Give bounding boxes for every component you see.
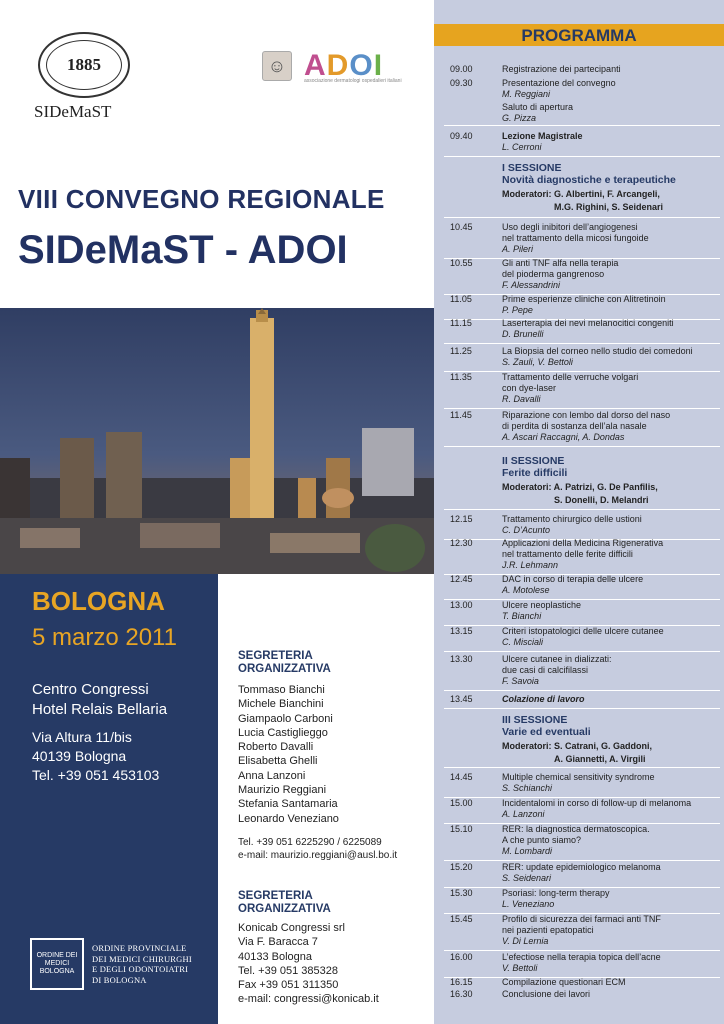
prog-title-line2: del pioderma gangrenoso (502, 269, 605, 279)
prog-time: 09.30 (450, 78, 473, 88)
prog-item (502, 514, 720, 536)
title-line2: SIDeMaST - ADOI (18, 228, 348, 272)
prog-time: 13.00 (450, 600, 473, 610)
prog-author: S. Zauli, V. Bettoli (502, 357, 573, 367)
event-venue (32, 680, 167, 720)
ordine-line: DEI MEDICI CHIRURGHI (92, 953, 192, 964)
session-3-header (502, 714, 720, 738)
prog-title: Applicazioni della Medicina Rigenerativa (502, 538, 664, 548)
prog-title: Gli anti TNF alfa nella terapia (502, 258, 619, 268)
prog-author: L. Cerroni (502, 142, 542, 152)
prog-title: Uso degli inibitori dell’angiogenesi (502, 222, 638, 232)
prog-time: 11.25 (450, 346, 472, 356)
prog-author: A. Ascari Raccagni, A. Dondas (502, 432, 625, 442)
prog-author: G. Pizza (502, 113, 537, 123)
prog-time: 14.45 (450, 772, 473, 782)
prog-title-line2: due casi di calcifilassi (502, 665, 589, 675)
prog-item (502, 574, 720, 596)
prog-time: 11.45 (450, 410, 472, 420)
prog-author: J.R. Lehmann (502, 560, 559, 570)
event-address (32, 728, 159, 785)
prog-item (502, 600, 720, 622)
prog-author: L. Veneziano (502, 899, 555, 909)
prog-item (502, 862, 720, 884)
prog-author: C. Misciali (502, 637, 544, 647)
segreteria-name: Maurizio Reggiani (238, 784, 327, 797)
divider (444, 651, 720, 652)
prog-title: Trattamento delle verruche volgari (502, 372, 639, 382)
prog-title: La Biopsia del corneo nello studio dei comedoni (502, 346, 693, 356)
segreteria-name: Leonardo Veneziano (238, 812, 339, 825)
prog-title: Ulcere neoplastiche (502, 600, 582, 610)
prog-author: F. Alessandrini (502, 280, 561, 290)
divider (444, 767, 720, 768)
divider (444, 509, 720, 510)
segreteria-organizzativa (238, 890, 434, 1007)
prog-title: L’efectiose nella terapia topica dell’acne (502, 952, 661, 962)
divider (444, 446, 720, 447)
prog-title: Lezione Magistrale (502, 131, 583, 141)
programma-header: PROGRAMMA (434, 24, 724, 46)
seal-year: 1885 (46, 40, 122, 90)
prog-title-line2: con dye-laser (502, 383, 557, 393)
prog-item (502, 294, 720, 316)
event-date: 5 marzo 2011 (32, 624, 177, 651)
adoi-word: ADOI (304, 49, 384, 82)
bologna-skyline-photo (0, 308, 434, 574)
segreteria-name: Tommaso Bianchi (238, 684, 325, 696)
moderators-line1: Moderatori: G. Albertini, F. Arcangeli, (502, 189, 660, 199)
venue-line2: Hotel Relais Bellaria (32, 701, 168, 718)
prog-item (502, 222, 720, 255)
prog-title: Compilazione questionari ECM (502, 977, 626, 987)
prog-item (502, 772, 720, 794)
venue-line1: Centro Congressi (32, 681, 149, 698)
moderators-line2: S. Donelli, D. Melandri (554, 495, 649, 505)
address-line1: Via Altura 11/bis (32, 729, 132, 745)
prog-author: P. Pepe (502, 305, 533, 315)
prog-time: 13.45 (450, 694, 473, 704)
prog-title: Ulcere cutanee in dializzati: (502, 654, 612, 664)
divider (444, 343, 720, 344)
lunch-label: Colazione di lavoro (502, 694, 585, 704)
session-title: Novità diagnostiche e terapeutiche (502, 174, 676, 186)
prog-time: 11.05 (450, 294, 472, 304)
prog-title: RER: update epidemiologico melanoma (502, 862, 661, 872)
divider (444, 950, 720, 951)
session-label: III SESSIONE (502, 714, 568, 726)
prog-time: 09.40 (450, 131, 473, 141)
prog-title-line2: di perdita di sostanza dell’ala nasale (502, 421, 647, 431)
prog-author: D. Brunelli (502, 329, 544, 339)
session-title: Ferite difficili (502, 467, 568, 479)
address-line2: 40139 Bologna (32, 748, 127, 764)
moderators-line2: A. Giannetti, A. Virgili (554, 754, 646, 764)
divider (444, 217, 720, 218)
prog-time: 15.00 (450, 798, 473, 808)
prog-item (502, 346, 720, 368)
prog-item (502, 888, 720, 910)
prog-item (502, 654, 720, 687)
prog-time: 11.15 (450, 318, 472, 328)
divider (444, 125, 720, 126)
segreteria-name: Elisabetta Ghelli (238, 755, 318, 768)
prog-title: Conclusione dei lavori (502, 989, 591, 999)
prog-item (502, 78, 720, 100)
prog-item (502, 410, 720, 443)
prog-time: 15.10 (450, 824, 473, 834)
adoi-subtitle: associazione dermatologi ospedalieri italiani (304, 78, 402, 84)
prog-title: Profilo di sicurezza dei farmaci anti TNF (502, 914, 661, 924)
prog-title: Laserterapia dei nevi melanocitici congeniti (502, 318, 674, 328)
prog-item (502, 626, 720, 648)
prog-author: M. Reggiani (502, 89, 551, 99)
prog-title: Presentazione del convegno (502, 78, 616, 88)
segreteria-tel: Tel. +39 051 6225290 / 6225089 (238, 836, 382, 848)
segreteria-name: Stefania Santamaria (238, 798, 338, 811)
session-2-header (502, 455, 720, 479)
prog-title-line2: nel trattamento delle ferite difficili (502, 549, 633, 559)
prog-author: T. Bianchi (502, 611, 542, 621)
ordine-medici (30, 938, 192, 990)
prog-time: 12.15 (450, 514, 473, 524)
prog-author: R. Davalli (502, 394, 541, 404)
session-moderators (502, 481, 720, 507)
address-tel: Tel. +39 051 453103 (32, 767, 160, 783)
divider (444, 690, 720, 691)
segreteria-title2: ORGANIZZATIVA (238, 903, 331, 915)
adoi-logo (262, 44, 402, 88)
prog-author: F. Savoia (502, 676, 539, 686)
prog-author: C. D’Acunto (502, 525, 551, 535)
moderators-line1: Moderatori: A. Patrizi, G. De Panfilis, (502, 482, 658, 492)
prog-time: 10.55 (450, 258, 473, 268)
segreteria-org-line: Tel. +39 051 385328 (238, 964, 339, 977)
segreteria-scientifica (238, 650, 434, 862)
divider (444, 708, 720, 709)
prog-author: A. Motolese (502, 585, 550, 595)
prog-title: Saluto di apertura (502, 102, 574, 112)
face-icon: ☺ (262, 51, 292, 81)
prog-title: Incidentalomi in corso di follow-up di melanoma (502, 798, 692, 808)
segreteria-name: Lucia Castiglieggo (238, 726, 328, 739)
prog-item (502, 318, 720, 340)
skyline-image (0, 308, 434, 574)
segreteria-names (238, 683, 434, 826)
prog-time: 13.15 (450, 626, 473, 636)
segreteria-org-line: Konicab Congressi srl (238, 922, 345, 934)
segreteria-title1: SEGRETERIA (238, 650, 313, 662)
segreteria-title2: ORGANIZZATIVA (238, 663, 331, 675)
prog-author: A. Pileri (502, 244, 534, 254)
prog-title-line2: nel trattamento della micosi fungoide (502, 233, 649, 243)
segreteria-title1: SEGRETERIA (238, 890, 313, 902)
session-moderators (502, 740, 720, 766)
prog-title-line2: A che punto siamo? (502, 835, 582, 845)
session-1-header (502, 162, 720, 186)
session-moderators (502, 188, 720, 214)
prog-author: S. Seidenari (502, 873, 552, 883)
prog-time: 15.45 (450, 914, 473, 924)
session-title: Varie ed eventuali (502, 726, 591, 738)
prog-author: A. Lanzoni (502, 809, 545, 819)
moderators-line1: Moderatori: S. Catrani, G. Gaddoni, (502, 741, 653, 751)
sidemast-logo (28, 32, 138, 124)
prog-time: 16.30 (450, 989, 473, 999)
segreteria-name: Michele Bianchini (238, 698, 324, 711)
prog-time: 15.30 (450, 888, 473, 898)
session-label: I SESSIONE (502, 162, 562, 174)
prog-time: 12.30 (450, 538, 473, 548)
prog-title-line2: nei pazienti epatopatici (502, 925, 594, 935)
event-city: BOLOGNA (32, 586, 165, 616)
prog-title: Multiple chemical sensitivity syndrome (502, 772, 655, 782)
prog-item (502, 798, 720, 820)
prog-item (502, 258, 720, 291)
prog-time: 09.00 (450, 64, 473, 74)
prog-item (502, 102, 720, 124)
programma-panel (434, 0, 724, 1024)
divider (444, 156, 720, 157)
prog-title: Trattamento chirurgico delle ustioni (502, 514, 642, 524)
prog-title: Riparazione con lembo dal dorso del naso (502, 410, 671, 420)
segreteria-org-email[interactable]: e-mail: congressi@konicab.it (238, 993, 379, 1006)
segreteria-name: Roberto Davalli (238, 741, 314, 754)
prog-author: S. Schianchi (502, 783, 553, 793)
prog-time: 11.35 (450, 372, 472, 382)
prog-time: 15.20 (450, 862, 473, 872)
segreteria-org-line: 40133 Bologna (238, 950, 313, 963)
prog-title: Psoriasi: long-term therapy (502, 888, 610, 898)
prog-item (502, 538, 720, 571)
segreteria-email[interactable]: e-mail: maurizio.reggiani@ausl.bo.it (238, 849, 398, 861)
prog-item (502, 952, 720, 974)
prog-title: Criteri istopatologici delle ulcere cutanee (502, 626, 664, 636)
prog-time: 16.15 (450, 977, 473, 987)
ordine-line: DI BOLOGNA (92, 974, 147, 985)
segreteria-name: Giampaolo Carboni (238, 712, 333, 725)
seal-icon (38, 32, 130, 98)
prog-item (502, 914, 720, 947)
divider (444, 860, 720, 861)
prog-time: 12.45 (450, 574, 473, 584)
prog-author: V. Di Lernia (502, 936, 549, 946)
prog-time: 10.45 (450, 222, 473, 232)
prog-title: RER: la diagnostica dermatoscopica. (502, 824, 650, 834)
prog-item (502, 824, 720, 857)
prog-title: Prime esperienze cliniche con Alitretinoin (502, 294, 666, 304)
ordine-line: E DEGLI ODONTOIATRI (92, 964, 189, 974)
prog-item (502, 372, 720, 405)
prog-time: 13.30 (450, 654, 473, 664)
segreteria-org-lines (238, 921, 434, 1007)
divider (444, 408, 720, 409)
prog-item (502, 131, 720, 153)
prog-author: V. Bettoli (502, 963, 538, 973)
prog-author: M. Lombardi (502, 846, 553, 856)
prog-title: Registrazione dei partecipanti (502, 64, 621, 74)
moderators-line2: M.G. Righini, S. Seidenari (554, 202, 664, 212)
sidemast-name: SIDeMaST (34, 102, 112, 121)
prog-time: 16.00 (450, 952, 473, 962)
segreteria-contact (238, 836, 434, 862)
prog-title: DAC in corso di terapia delle ulcere (502, 574, 644, 584)
session-label: II SESSIONE (502, 455, 565, 467)
segreteria-name: Anna Lanzoni (238, 769, 306, 782)
segreteria-org-line: Via F. Baracca 7 (238, 936, 318, 949)
ordine-line: ORDINE PROVINCIALE (92, 943, 187, 953)
ordine-text (92, 943, 192, 985)
ordine-logo-icon: ORDINE DEI MEDICI BOLOGNA (30, 938, 84, 990)
title-line1: VIII CONVEGNO REGIONALE (18, 184, 385, 214)
segreteria-org-line: Fax +39 051 311350 (238, 979, 339, 992)
